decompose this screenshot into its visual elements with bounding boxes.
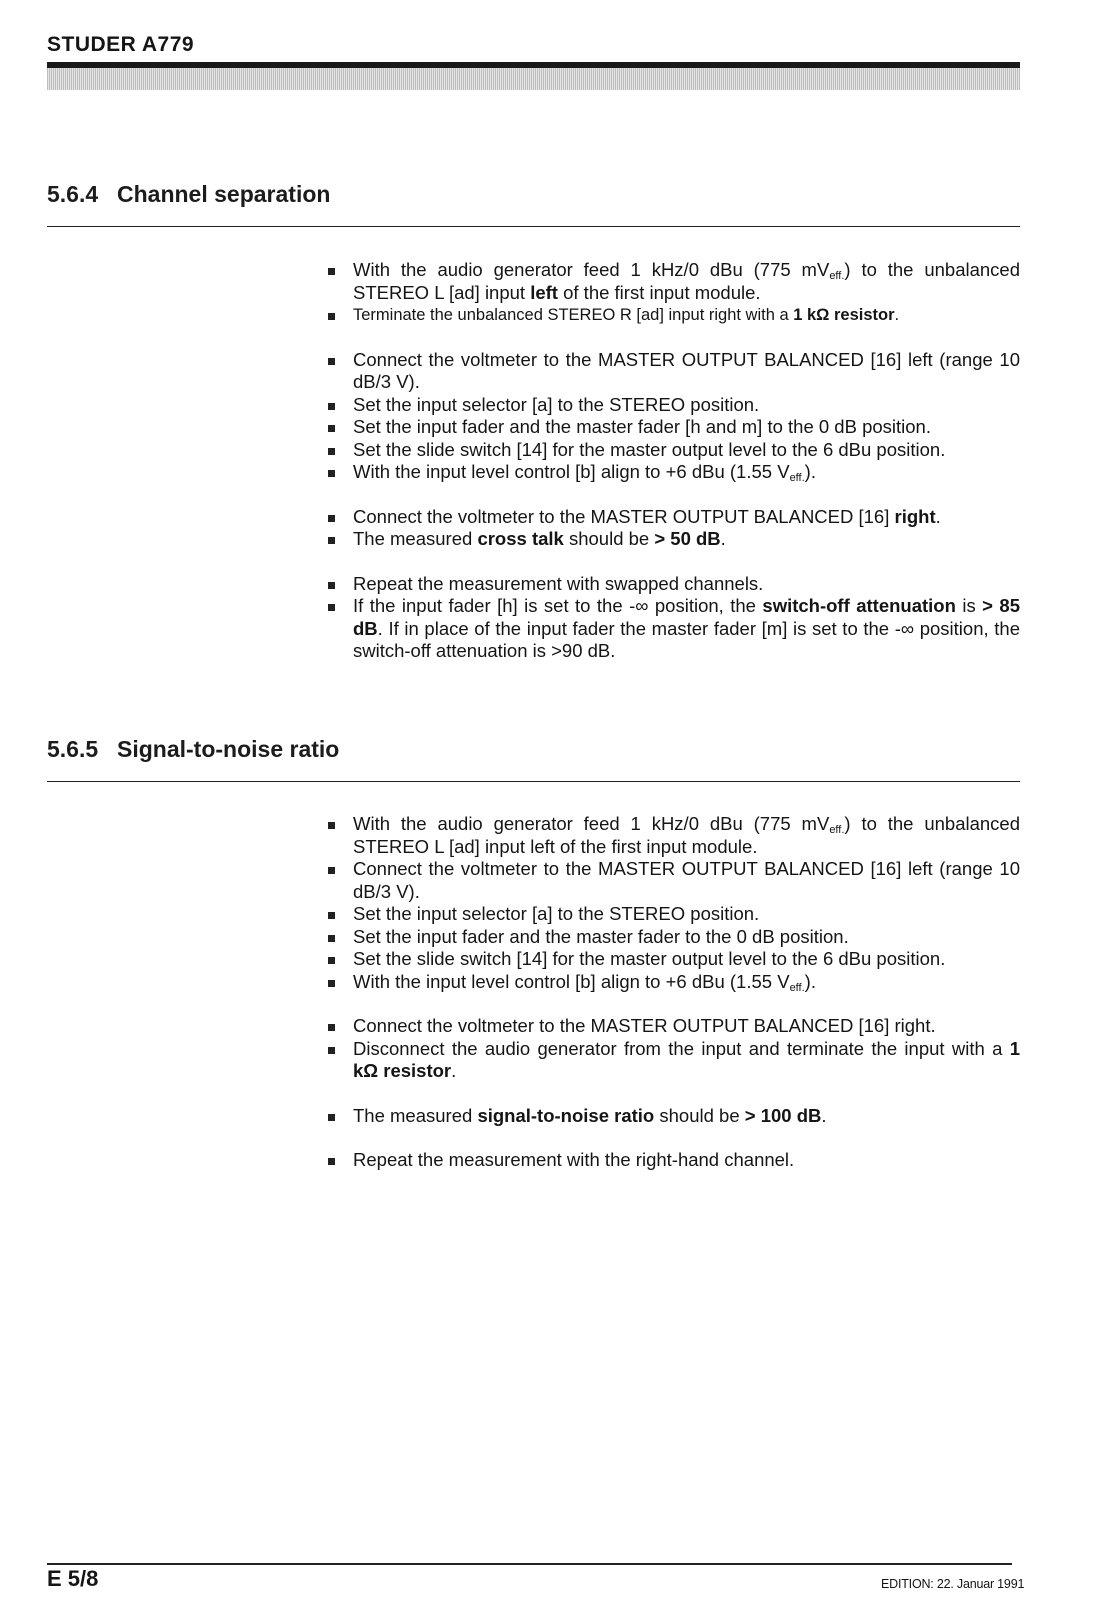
section-number: 5.6.4 — [47, 181, 99, 207]
page-number: E 5/8 — [47, 1566, 99, 1591]
list-item: Set the slide switch [14] for the master output level to the 6 dBu position. — [325, 439, 1020, 462]
section-title: Signal-to-noise ratio — [117, 736, 340, 762]
list-item: Set the input selector [a] to the STEREO position. — [325, 394, 1020, 417]
list-item: Terminate the unbalanced STEREO R [ad] input right with a 1 kΩ resistor. — [325, 304, 1020, 327]
list-item: Connect the voltmeter to the MASTER OUTPUT BALANCED [16] right. — [325, 506, 1020, 529]
list-item: The measured cross talk should be > 50 dB. — [325, 528, 1020, 551]
list-item: With the audio generator feed 1 kHz/0 dBu (775 $mV_{eff.}$) to the unbalanced STEREO L [ad] input left of the first input module. — [325, 813, 1020, 858]
list-item: Set the input fader and the master fader [h and m] to the 0 dB position. — [325, 416, 1020, 439]
list-item: Repeat the measurement with swapped channels. — [325, 573, 1020, 596]
list-item: Set the slide switch [14] for the master output level to the 6 dBu position. — [325, 948, 1020, 971]
list-item: If the input fader [h] is set to the -∞ position, the switch-off attenuation is > 85 dB. If in place of the input fader the master fader [m] is set to the -∞ position, the switch-off attenuation is >90 dB. — [325, 595, 1020, 663]
bullet-list-signal-to-noise — [325, 813, 1020, 1172]
footer-divider — [47, 1563, 1012, 1565]
document-title: STUDER A779 — [47, 33, 195, 56]
section-heading-channel-separation — [47, 181, 330, 208]
list-item: Set the input selector [a] to the STEREO position. — [325, 903, 1020, 926]
section-number: 5.6.5 — [47, 736, 99, 762]
list-item: Repeat the measurement with the right-hand channel. — [325, 1149, 1020, 1172]
section-heading-signal-to-noise — [47, 736, 339, 763]
bullet-list-channel-separation — [325, 259, 1020, 663]
list-item: Connect the voltmeter to the MASTER OUTPUT BALANCED [16] left (range 10 dB/3 V). — [325, 349, 1020, 394]
section-divider — [47, 781, 1020, 782]
header-bar — [47, 62, 1020, 90]
list-item: With the audio generator feed 1 kHz/0 dBu (775 $mV_{eff.}$) to the unbalanced STEREO L [ad] input left of the first input module. — [325, 259, 1020, 304]
list-item: Set the input fader and the master fader to the 0 dB position. — [325, 926, 1020, 949]
list-item: The measured signal-to-noise ratio should be > 100 dB. — [325, 1105, 1020, 1128]
section-title: Channel separation — [117, 181, 331, 207]
list-item: Connect the voltmeter to the MASTER OUTPUT BALANCED [16] right. — [325, 1015, 1020, 1038]
list-item: With the input level control [b] align to +6 dBu (1.55 $V_{eff.}$). — [325, 461, 1020, 484]
edition-date: EDITION: 22. Januar 1991 — [881, 1577, 1025, 1591]
list-item: Connect the voltmeter to the MASTER OUTPUT BALANCED [16] left (range 10 dB/3 V). — [325, 858, 1020, 903]
list-item: With the input level control [b] align to +6 dBu (1.55 $V_{eff.}$). — [325, 971, 1020, 994]
section-divider — [47, 226, 1020, 227]
list-item: Disconnect the audio generator from the input and terminate the input with a 1 kΩ resistor. — [325, 1038, 1020, 1083]
